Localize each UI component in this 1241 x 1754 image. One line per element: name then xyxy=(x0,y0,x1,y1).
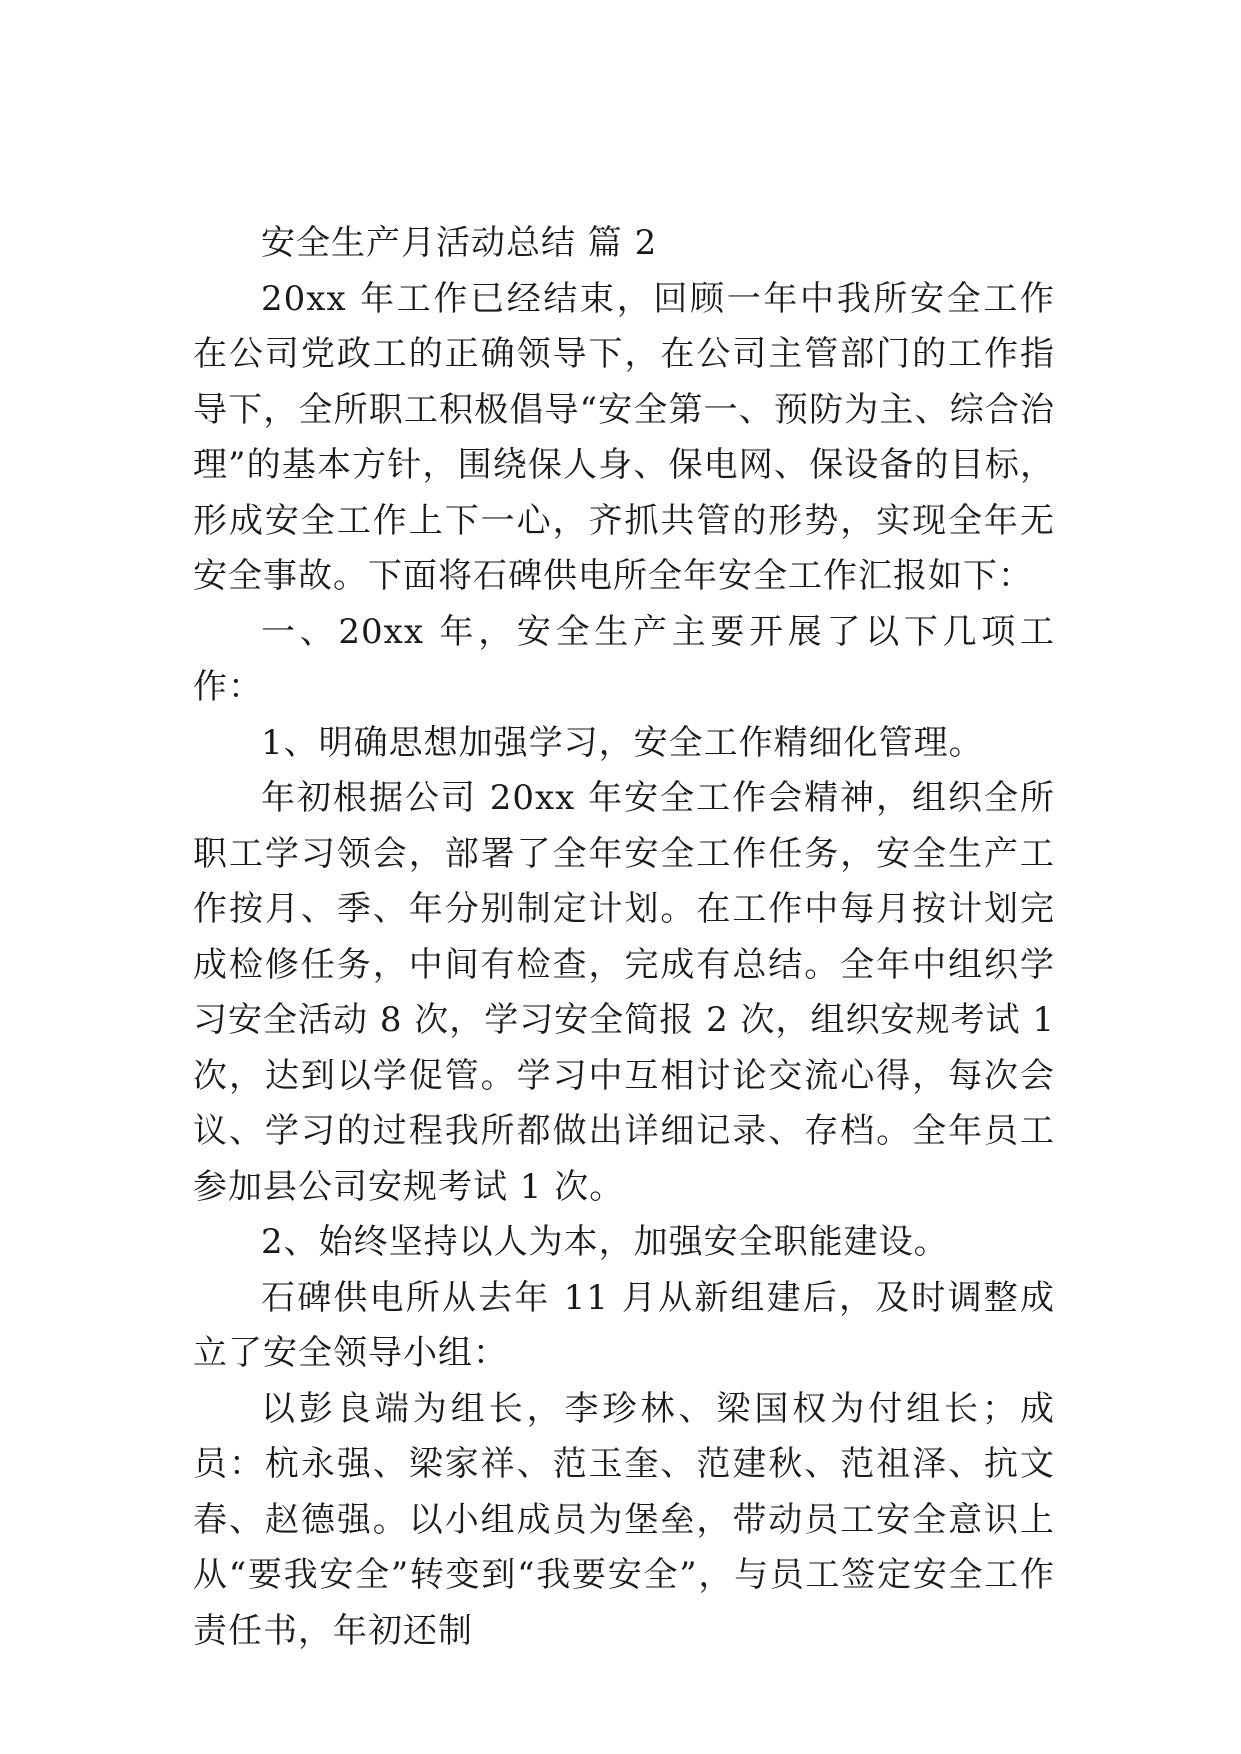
paragraph-group: 石碑供电所从去年 11 月从新组建后，及时调整成立了安全领导小组： xyxy=(193,1277,1055,1373)
subsection-heading-2: 2、始终坚持以人为本，加强安全职能建设。 xyxy=(261,1222,949,1262)
paragraph-members: 以彭良端为组长，李珍林、梁国权为付组长；成员：杭永强、梁家祥、范玉奎、范建秋、范祖泽、抗文春、赵德强。以小组成员为堡垒，带动员工安全意识上从“要我安全”转变到“我要安全”，与员工签定安全工作责任书，年初还制 xyxy=(193,1388,1055,1651)
paragraph-intro: 20xx 年工作已经结束，回顾一年中我所安全工作在公司党政工的正确领导下，在公司主管部门的工作指导下，全所职工积极倡导“安全第一、预防为主、综合治理”的基本方针，围绕保人身、保电网、保设备的目标，形成安全工作上下一心，齐抓共管的形势，实现全年无安全事故。下面将石碑供电所全年安全工作汇报如下： xyxy=(193,278,1055,596)
document-body xyxy=(193,216,1055,1659)
document-title: 安全生产月活动总结 篇 2 xyxy=(261,223,658,263)
paragraph-study: 年初根据公司 20xx 年安全工作会精神，组织全所职工学习领会，部署了全年安全工作任务，安全生产工作按月、季、年分别制定计划。在工作中每月按计划完成检修任务，中间有检查，完成有总结。全年中组织学习安全活动 8 次，学习安全简报 2 次，组织安规考试 1 次，达到以学促管。学习中互相讨论交流心得，每次会议、学习的过程我所都做出详细记录、存档。全年员工参加县公司安规考试 1 次。 xyxy=(193,778,1055,1207)
subsection-heading-1: 1、明确思想加强学习，安全工作精细化管理。 xyxy=(261,722,984,763)
section-heading-1: 一、20xx 年，安全生产主要开展了以下几项工作： xyxy=(193,611,1055,707)
